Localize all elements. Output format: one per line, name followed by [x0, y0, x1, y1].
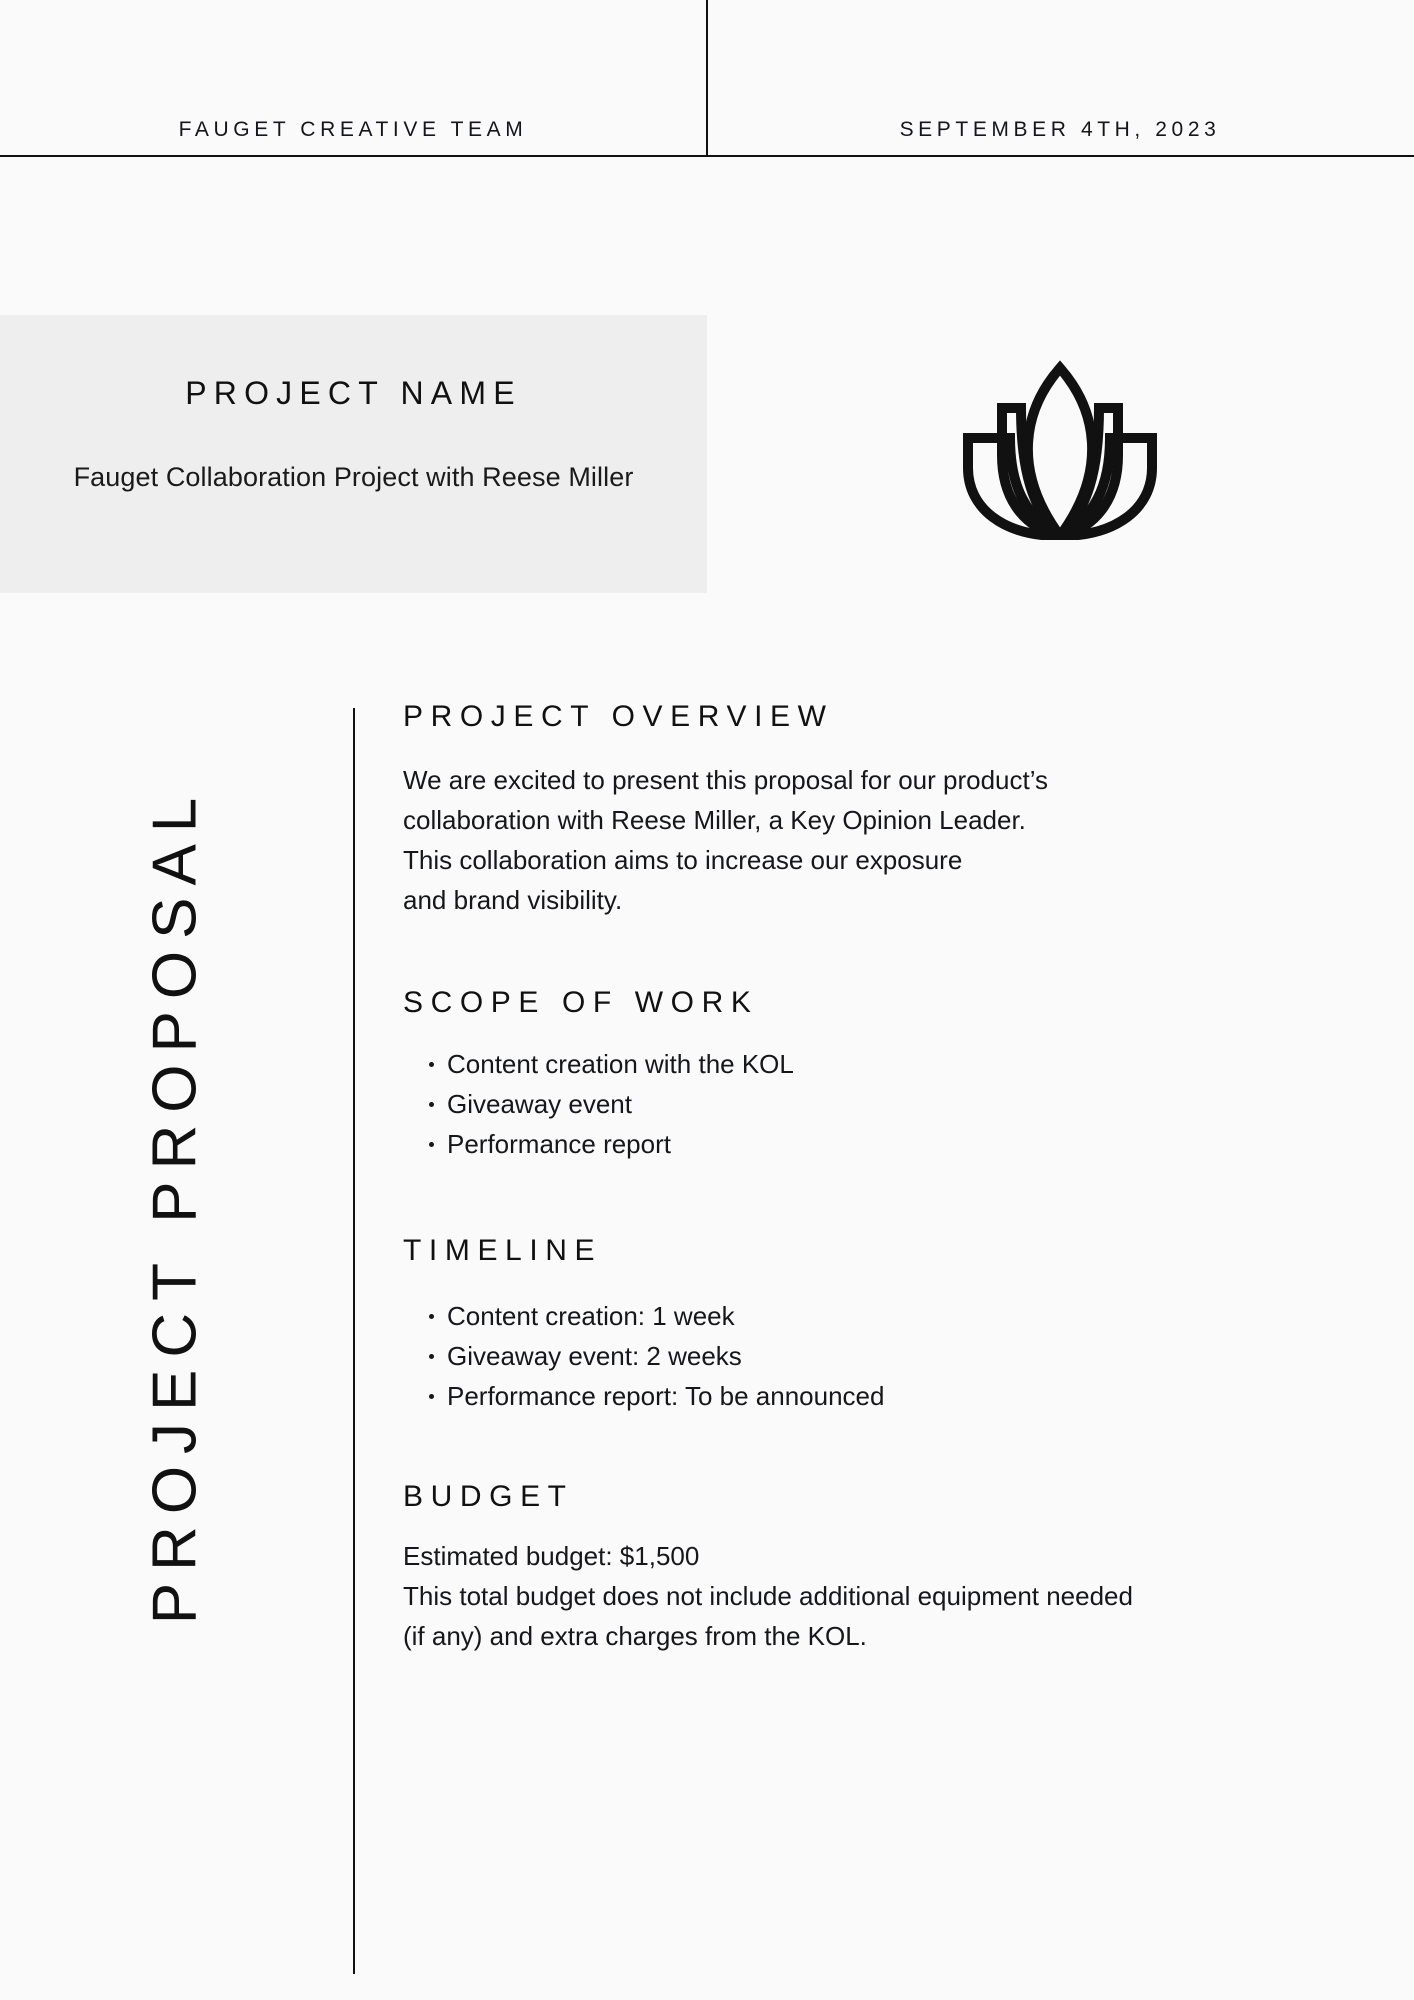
overview-line: collaboration with Reese Miller, a Key Opinion Leader.	[403, 805, 1026, 835]
list-item: Performance report: To be announced	[403, 1376, 1303, 1416]
section-timeline	[403, 1234, 1303, 1416]
budget-line: (if any) and extra charges from the KOL.	[403, 1621, 867, 1651]
budget-line: Estimated budget: $1,500	[403, 1541, 700, 1571]
page-title-vertical: PROJECT PROPOSAL	[140, 785, 210, 1625]
scope-list	[403, 1044, 1303, 1164]
list-item: Content creation with the KOL	[403, 1044, 1303, 1084]
overview-line: This collaboration aims to increase our exposure	[403, 845, 963, 875]
lotus-flower-logo	[955, 360, 1165, 540]
section-budget	[403, 1480, 1303, 1656]
project-name-value: Fauget Collaboration Project with Reese Miller	[73, 462, 634, 492]
section-title-overview: PROJECT OVERVIEW	[403, 700, 834, 733]
budget-line: This total budget does not include additional equipment needed	[403, 1581, 1133, 1611]
project-name-label: PROJECT NAME	[185, 375, 522, 411]
section-scope-of-work	[403, 986, 1303, 1164]
section-title-budget: BUDGET	[403, 1480, 574, 1513]
overview-body	[403, 760, 1303, 920]
content-column	[403, 700, 1303, 1656]
document-date: SEPTEMBER 4TH, 2023	[899, 118, 1221, 141]
section-project-overview	[403, 700, 1303, 920]
list-item: Performance report	[403, 1124, 1303, 1164]
section-title-timeline: TIMELINE	[403, 1234, 603, 1267]
overview-line: We are excited to present this proposal for our product’s	[403, 765, 1049, 795]
content-vertical-divider	[353, 708, 355, 1974]
section-title-scope: SCOPE OF WORK	[403, 986, 759, 1019]
project-name-box	[0, 315, 707, 593]
header-right-block	[706, 118, 1414, 142]
budget-body	[403, 1536, 1303, 1656]
list-item: Giveaway event: 2 weeks	[403, 1336, 1303, 1376]
overview-line: and brand visibility.	[403, 885, 623, 915]
list-item: Giveaway event	[403, 1084, 1303, 1124]
timeline-list	[403, 1296, 1303, 1416]
header-horizontal-rule	[0, 155, 1414, 157]
list-item: Content creation: 1 week	[403, 1296, 1303, 1336]
company-name: FAUGET CREATIVE TEAM	[178, 118, 528, 141]
header-left-block	[0, 118, 706, 142]
